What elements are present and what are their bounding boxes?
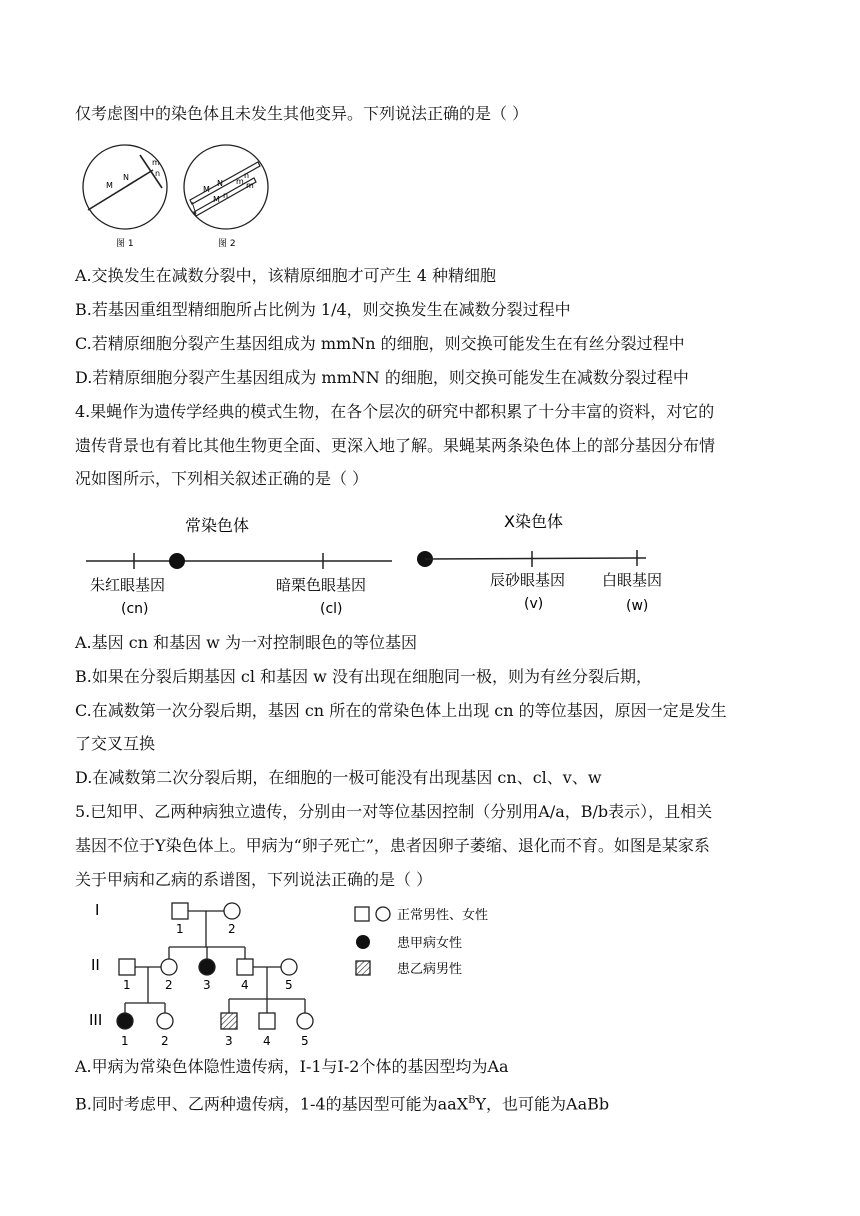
fig2-caption: 图 2 [218, 239, 236, 249]
pedigree-II-3-affected-female [199, 959, 215, 975]
pedigree-III-3-affected-male [221, 1013, 237, 1029]
centromere-autosome [169, 553, 185, 569]
svg-text:n: n [244, 171, 250, 180]
legend-circle-icon [376, 907, 390, 921]
legend-hatched-male-icon [356, 961, 370, 975]
q3-option-a: A.交换发生在减数分裂中，该精原细胞才可产生 4 种精细胞 [75, 266, 496, 285]
q5-stem-line-1: 5.已知甲、乙两种病独立遗传，分别由一对等位基因控制（分别用A/a，B/b表示），且相关 [75, 802, 713, 821]
gene-cn-name: 朱红眼基因 [90, 576, 166, 594]
svg-text:m: m [236, 177, 244, 186]
legend-normal: 正常男性、女性 [397, 908, 489, 923]
gene-w-name: 白眼基因 [602, 571, 663, 589]
q5-option-b-post: Y，也可能为AaBb [475, 1094, 610, 1114]
gene-v-name: 辰砂眼基因 [490, 571, 566, 589]
pedigree-II-4-male [237, 959, 253, 975]
gene-cl-symbol: (cl) [320, 601, 343, 617]
q3-option-d: D.若精原细胞分裂产生基因组成为 mmNN 的细胞，则交换可能发生在减数分裂过程中 [75, 368, 689, 387]
legend-affected-female-icon [356, 935, 370, 949]
gen2-number-4: 4 [241, 978, 249, 992]
pedigree-II-2-female [161, 959, 177, 975]
q4-option-d: D.在减数第二次分裂后期，在细胞的一极可能没有出现基因 cn、cl、v、w [75, 768, 602, 787]
svg-text:M: M [213, 195, 220, 204]
pedigree-III-5-female [297, 1013, 313, 1029]
legend-disease-b: 患乙病男性 [397, 962, 463, 977]
q4-option-c: C.在减数第一次分裂后期，基因 cn 所在的常染色体上出现 cn 的等位基因，原因一定是发生 [75, 701, 727, 720]
gen3-number-2: 2 [161, 1034, 169, 1048]
svg-text:n: n [223, 191, 229, 200]
legend-disease-a: 患甲病女性 [397, 936, 463, 951]
q4-stem-line-3: 况如图所示，下列相关叙述正确的是（ ） [75, 469, 369, 488]
gen2-number-2: 2 [165, 978, 173, 992]
x-chromosome-title: X染色体 [504, 512, 563, 531]
q5-stem-line-3: 关于甲病和乙病的系谱图，下列说法正确的是（ ） [75, 870, 433, 889]
q3-intro: 仅考虑图中的染色体且未发生其他变异。下列说法正确的是（ ） [75, 104, 529, 123]
gen1-number-1: 1 [176, 922, 184, 936]
autosome-diagram [86, 516, 392, 617]
q4-option-b: B.如果在分裂后期基因 cl 和基因 w 没有出现在细胞同一极，则为有丝分裂后期， [75, 667, 652, 686]
cell-figure-1 [83, 145, 167, 249]
legend-square-icon [355, 907, 369, 921]
svg-text:m: m [246, 181, 254, 190]
pedigree-chart [85, 895, 525, 1050]
gen1-number-2: 2 [228, 922, 236, 936]
gene-cl-name: 暗栗色眼基因 [276, 576, 367, 594]
svg-text:N: N [217, 179, 223, 188]
gen3-number-1: 1 [121, 1034, 129, 1048]
q3-option-b: B.若基因重组型精细胞所占比例为 1/4，则交换发生在减数分裂过程中 [75, 300, 571, 319]
svg-text:m: m [152, 158, 160, 167]
pedigree-legend [355, 907, 488, 977]
q5-option-b-sup: B [468, 1095, 476, 1106]
pedigree-III-4-male [259, 1013, 275, 1029]
cell-figure-2 [184, 145, 268, 249]
x-chromosome-diagram [417, 512, 662, 614]
q5-option-a: A.甲病为常染色体隐性遗传病，I-1与I-2个体的基因型均为Aa [75, 1057, 509, 1076]
gen3-number-5: 5 [301, 1034, 309, 1048]
q4-stem-line-2: 遗传背景也有着比其他生物更全面、更深入地了解。果蝇某两条染色体上的部分基因分布情 [75, 436, 716, 455]
pedigree-II-5-female [281, 959, 297, 975]
gen3-number-4: 4 [263, 1034, 271, 1048]
generation-label-3: III [89, 1011, 103, 1029]
q3-figure [78, 140, 278, 255]
gen3-number-3: 3 [225, 1034, 233, 1048]
generation-label-2: II [91, 956, 100, 974]
generation-label-1: I [95, 901, 100, 919]
svg-text:N: N [123, 173, 129, 182]
q5-option-b [75, 1091, 609, 1114]
svg-text:M: M [106, 181, 113, 190]
svg-text:M: M [203, 185, 210, 194]
svg-text:n: n [155, 169, 161, 178]
autosome-title: 常染色体 [185, 516, 250, 535]
fig1-caption: 图 1 [116, 239, 134, 249]
pedigree-III-1-affected-female [117, 1013, 133, 1029]
pedigree-I-1-male [172, 903, 188, 919]
gene-cn-symbol: (cn) [121, 601, 149, 617]
gen2-number-3: 3 [203, 978, 211, 992]
gene-v-symbol: (v) [524, 596, 544, 612]
gen2-number-1: 1 [123, 978, 131, 992]
pedigree-III-2-female [157, 1013, 173, 1029]
q4-option-c-cont: 了交叉互换 [75, 734, 156, 753]
gen2-number-5: 5 [285, 978, 293, 992]
pedigree-II-1-male [119, 959, 135, 975]
pedigree-I-2-female [224, 903, 240, 919]
q5-option-b-pre: B.同时考虑甲、乙两种遗传病，1-4的基因型可能为aaX [75, 1094, 469, 1114]
q4-option-a: A.基因 cn 和基因 w 为一对控制眼色的等位基因 [75, 633, 417, 652]
gene-w-symbol: (w) [626, 598, 649, 614]
chromosome-figure [80, 505, 680, 625]
q3-option-c: C.若精原细胞分裂产生基因组成为 mmNn 的细胞，则交换可能发生在有丝分裂过程中 [75, 334, 685, 353]
q5-stem-line-2: 基因不位于Y染色体上。甲病为“卵子死亡”，患者因卵子萎缩、退化而不育。如图是某家系 [75, 836, 710, 855]
q4-stem-line-1: 4.果蝇作为遗传学经典的模式生物，在各个层次的研究中都积累了十分丰富的资料，对它的 [75, 402, 715, 421]
